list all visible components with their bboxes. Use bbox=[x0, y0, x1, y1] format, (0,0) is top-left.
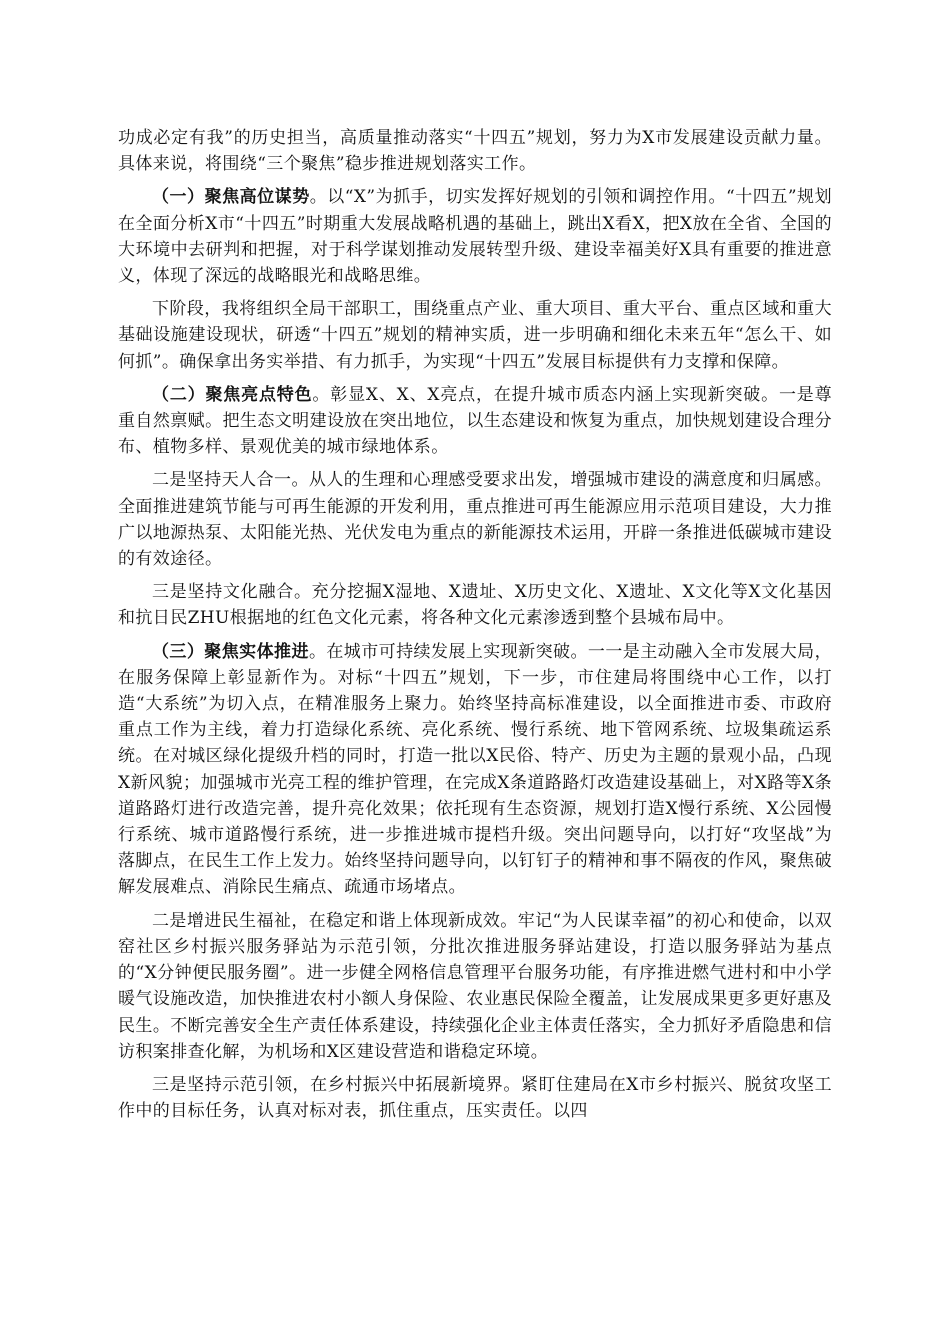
paragraph-text: 。彰显X、X、X亮点，在提升城市质态内涵上实现新突破。一是尊重自然禀赋。把生态文明建设放在突出地位，以生态建设和恢复为重点，加快规划建设合理分布、植物多样、景观优美的城市绿地体系。 bbox=[118, 384, 832, 458]
paragraph-text: 功成必定有我”的历史担当，高质量推动落实“十四五”规划，努力为X市发展建设贡献力量。具体来说，将围绕“三个聚焦”稳步推进规划落实工作。 bbox=[118, 128, 832, 175]
section-heading-3: （三）聚焦实体推进 bbox=[152, 641, 309, 662]
paragraph-text: 二是增进民生福祉，在稳定和谐上体现新成效。牢记“为人民谋幸福”的初心和使命，以双窑社区乡村振兴服务驿站为示范引领，分批次推进服务驿站建设，打造以服务驿站为基点的“X分钟便民服务圈”。进一步健全网格信息管理平台服务功能，有序推进燃气进村和中小学暖气设施改造，加快推进农村小额人身保险、农业惠民保险全覆盖，让发展成果更多更好惠及民生。不断完善安全生产责任体系建设，持续强化企业主体责任落实，全力抓好矛盾隐患和信访积案排查化解，为机场和X区建设营造和谐稳定环境。 bbox=[118, 910, 832, 1062]
paragraph-2 bbox=[118, 184, 832, 289]
paragraph-1 bbox=[118, 125, 832, 177]
paragraph-text: 三是坚持示范引领，在乡村振兴中拓展新境界。紧盯住建局在X市乡村振兴、脱贫攻坚工作中的目标任务，认真对标对表，抓住重点，压实责任。以四 bbox=[118, 1074, 832, 1122]
section-heading-2: （二）聚焦亮点特色 bbox=[152, 384, 313, 405]
paragraph-3 bbox=[118, 296, 832, 375]
paragraph-text: 。在城市可持续发展上实现新突破。一一是主动融入全市发展大局，在服务保障上彰显新作为。对标“十四五”规划，下一步，市住建局将围绕中心工作，以打造“大系统”为切入点，在精准服务上聚力。始终坚持高标准建设，以全面推进市委、市政府重点工作为主线，着力打造绿化系统、亮化系统、慢行系统、地下管网系统、垃圾集疏运系统。在对城区绿化提级升档的同时，打造一批以X民俗、特产、历史为主题的景观小品，凸现X新风貌；加强城市光亮工程的维护管理，在完成X条道路路灯改造建设基础上，对X路等X条道路路灯进行改造完善，提升亮化效果；依托现有生态资源，规划打造X慢行系统、X公园慢行系统、城市道路慢行系统，进一步推进城市提档升级。突出问题导向，以打好“攻坚战”为落脚点，在民生工作上发力。始终坚持问题导向，以钉钉子的精神和事不隔夜的作风，聚焦破解发展难点、消除民生痛点、疏通市场堵点。 bbox=[118, 641, 832, 898]
paragraph-9 bbox=[118, 1072, 832, 1124]
paragraph-5 bbox=[118, 467, 832, 572]
document-page bbox=[118, 125, 832, 1131]
section-heading-1: （一）聚焦高位谋势 bbox=[152, 187, 310, 208]
paragraph-7 bbox=[118, 639, 832, 901]
paragraph-8 bbox=[118, 908, 832, 1065]
paragraph-6 bbox=[118, 579, 832, 631]
paragraph-4 bbox=[118, 382, 832, 461]
paragraph-text: 三是坚持文化融合。充分挖掘X湿地、X遗址、X历史文化、X遗址、X文化等X文化基因和抗日民ZHU根据地的红色文化元素，将各种文化元素渗透到整个县城布局中。 bbox=[118, 582, 832, 629]
paragraph-text: 。以“X”为抓手，切实发挥好规划的引领和调控作用。“十四五”规划在全面分析X市“十四五”时期重大发展战略机遇的基础上，跳出X看X，把X放在全省、全国的大环境中去研判和把握，对于科学谋划推动发展转型升级、建设幸福美好X具有重要的推进意义，体现了深远的战略眼光和战略思维。 bbox=[118, 187, 832, 287]
paragraph-text: 二是坚持天人合一。从人的生理和心理感受要求出发，增强城市建设的满意度和归属感。全面推进建筑节能与可再生能源的开发利用，重点推进可再生能源应用示范项目建设，大力推广以地源热泵、太阳能光热、光伏发电为重点的新能源技术运用，开辟一条推进低碳城市建设的有效途径。 bbox=[118, 470, 832, 570]
paragraph-text: 下阶段，我将组织全局干部职工，围绕重点产业、重大项目、重大平台、重点区域和重大基础设施建设现状，研透“十四五”规划的精神实质，进一步明确和细化未来五年“怎么干、如何抓”。确保拿出务实举措、有力抓手，为实现“十四五”发展目标提供有力支撑和保障。 bbox=[118, 299, 832, 372]
